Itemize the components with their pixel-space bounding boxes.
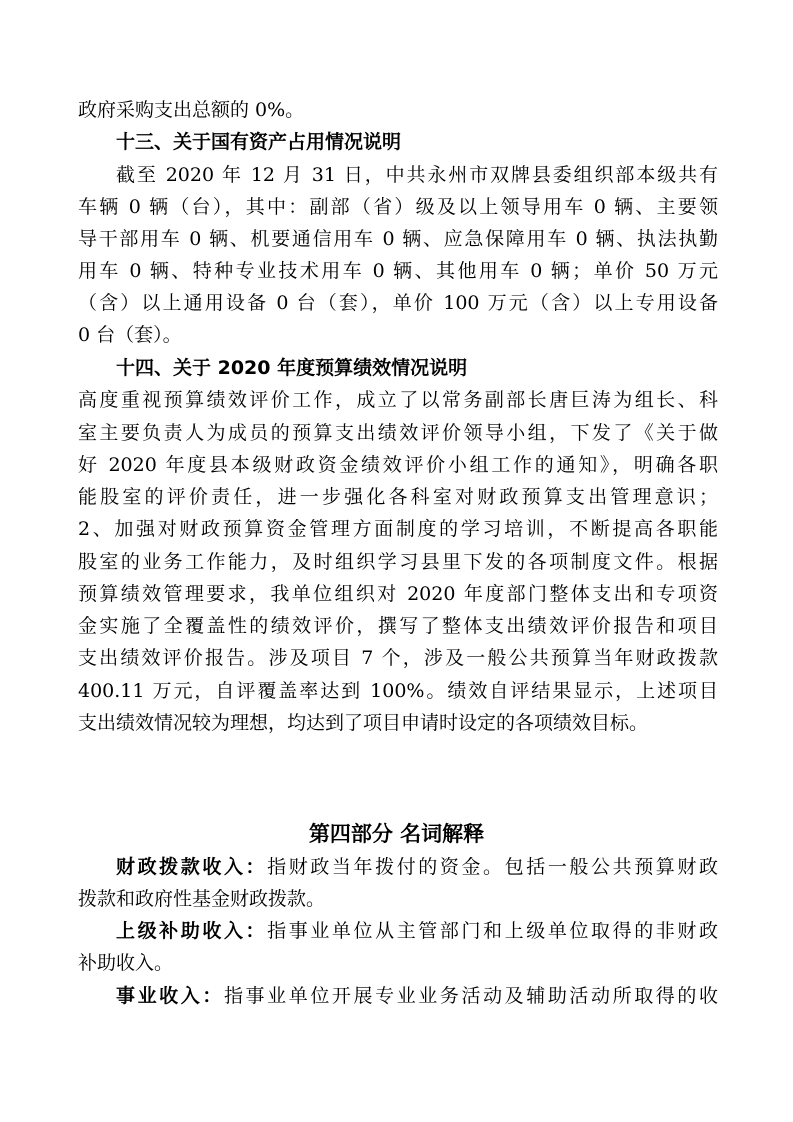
section-14-line-1: 高度重视预算绩效评价工作，成立了以常务副部长唐巨涛为组长、科 bbox=[78, 389, 718, 411]
term-3-text: 指事业单位开展专业业务活动及辅助活动所取得的收 bbox=[223, 985, 718, 1007]
section-14-line-4: 能股室的评价责任，进一步强化各科室对财政预算支出管理意识； bbox=[78, 486, 718, 508]
term-2-line-1 bbox=[116, 916, 718, 946]
section-13-line-5: （含）以上通用设备 0 台（套），单价 100 万元（含）以上专用设备 bbox=[78, 292, 718, 314]
section-14-line-9: 支出绩效评价报告。涉及项目 7 个，涉及一般公共预算当年财政拨款 bbox=[78, 647, 718, 669]
section-13-line-3: 导干部用车 0 辆、机要通信用车 0 辆、应急保障用车 0 辆、执法执勤 bbox=[78, 228, 718, 250]
section-13-line-1: 截至 2020 年 12 月 31 日，中共永州市双牌县委组织部本级共有 bbox=[116, 164, 718, 186]
section-13-line-6: 0 台（套）。 bbox=[78, 324, 182, 346]
carry-over-line: 政府采购支出总额的 0%。 bbox=[78, 99, 305, 121]
section-14-line-11: 支出绩效情况较为理想，均达到了项目申请时设定的各项绩效目标。 bbox=[78, 712, 649, 734]
section-14-line-3: 好 2020 年度县本级财政资金绩效评价小组工作的通知》，明确各职 bbox=[78, 454, 718, 476]
term-2-line-2: 补助收入。 bbox=[78, 952, 174, 974]
term-2-label: 上级补助收入： bbox=[116, 920, 268, 942]
section-14-line-6: 股室的业务工作能力，及时组织学习县里下发的各项制度文件。根据 bbox=[78, 551, 718, 573]
term-1-line-1 bbox=[116, 852, 718, 882]
section-14-heading: 十四、关于 2020 年度预算绩效情况说明 bbox=[116, 357, 468, 379]
term-3-line-1 bbox=[116, 981, 718, 1011]
section-14-line-7: 预算绩效管理要求，我单位组织对 2020 年度部门整体支出和专项资 bbox=[78, 583, 718, 605]
term-1-label: 财政拨款收入： bbox=[116, 856, 268, 878]
term-3-label: 事业收入： bbox=[116, 985, 224, 1007]
section-14-line-10: 400.11 万元，自评覆盖率达到 100%。绩效自评结果显示，上述项目 bbox=[78, 680, 718, 702]
term-1-line-2: 拨款和政府性基金财政拨款。 bbox=[78, 888, 326, 910]
part-4-title: 第四部分 名词解释 bbox=[308, 822, 485, 846]
section-13-line-2: 车辆 0 辆（台），其中：副部（省）级及以上领导用车 0 辆、主要领 bbox=[78, 196, 718, 218]
section-13-line-4: 用车 0 辆、特种专业技术用车 0 辆、其他用车 0 辆；单价 50 万元 bbox=[78, 260, 718, 282]
section-14-line-5: 2、加强对财政预算资金管理方面制度的学习培训，不断提高各职能 bbox=[78, 518, 718, 540]
section-13-heading: 十三、关于国有资产占用情况说明 bbox=[116, 131, 402, 153]
term-2-text: 指事业单位从主管部门和上级单位取得的非财政 bbox=[267, 920, 718, 942]
term-1-text: 指财政当年拨付的资金。包括一般公共预算财政 bbox=[267, 856, 718, 878]
section-14-line-2: 室主要负责人为成员的预算支出绩效评价领导小组，下发了《关于做 bbox=[78, 422, 718, 444]
section-14-line-8: 金实施了全覆盖性的绩效评价，撰写了整体支出绩效评价报告和项目 bbox=[78, 615, 718, 637]
